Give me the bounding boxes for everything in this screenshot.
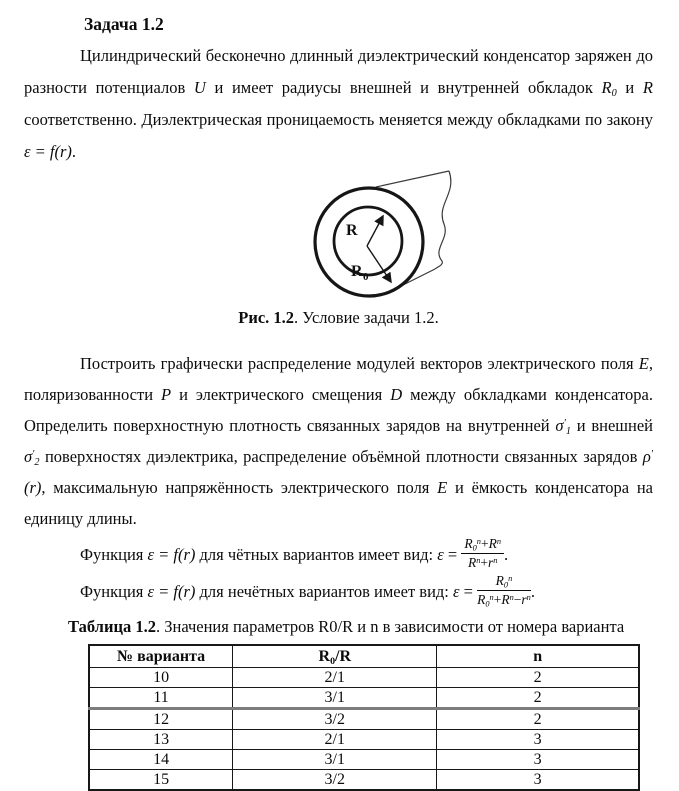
paragraph-problem-statement bbox=[24, 40, 653, 168]
text-run: n bbox=[476, 555, 481, 565]
text-run: № варианта bbox=[117, 648, 206, 665]
text-run: и имеет радиусы внешней и внутренней обкладок bbox=[205, 78, 602, 97]
table-cell: 12 bbox=[89, 709, 233, 730]
cylinder-outline-top-line bbox=[376, 171, 449, 187]
formula-even-lead bbox=[80, 545, 461, 564]
text-run: (r) bbox=[24, 478, 42, 497]
text-run: ε = f(r) bbox=[24, 142, 72, 161]
text-run: /R bbox=[335, 648, 352, 665]
text-run: между обкладками конденсатора. Определить поверхностную плотность связанных зарядов на внутренней bbox=[24, 385, 653, 435]
text-run: ε = f(r) bbox=[147, 582, 196, 601]
table-cell: 2/1 bbox=[233, 668, 437, 688]
radius-R0-arrow bbox=[367, 246, 391, 282]
table-cell: 2 bbox=[437, 709, 639, 730]
text-run: R bbox=[488, 536, 497, 552]
text-run: 2 bbox=[34, 457, 40, 469]
text-run: R bbox=[501, 591, 510, 607]
text-run: и bbox=[616, 78, 643, 97]
table-cell: 10 bbox=[89, 668, 233, 688]
table-cell: 11 bbox=[89, 688, 233, 709]
text-run: 0 bbox=[503, 580, 509, 590]
text-run: и внешней bbox=[570, 416, 653, 435]
text-run: и ёмкость конденсатора на единицу длины. bbox=[24, 478, 653, 528]
text-run: n bbox=[508, 574, 513, 584]
table-cell: 3 bbox=[437, 750, 639, 770]
table-cell: 3/2 bbox=[233, 709, 437, 730]
text-run: R bbox=[495, 573, 504, 589]
text-run: ′ bbox=[563, 417, 566, 429]
table-caption bbox=[24, 616, 653, 638]
figure-capacitor-cross-section bbox=[24, 168, 653, 306]
text-run: для чётных вариантов имеет вид: bbox=[195, 545, 438, 564]
text-run: σ bbox=[24, 447, 33, 466]
text-run: n bbox=[493, 555, 498, 565]
fraction-denominator bbox=[477, 591, 531, 608]
text-run: R bbox=[318, 648, 331, 665]
formula-even-variants bbox=[24, 536, 653, 573]
text-run: R bbox=[477, 591, 486, 607]
text-run: Рис. 1.2 bbox=[238, 308, 295, 327]
table-row bbox=[89, 709, 639, 730]
text-run: σ bbox=[555, 416, 564, 435]
text-run: r bbox=[521, 591, 527, 607]
text-run: 0 bbox=[472, 543, 477, 553]
text-run: и электрического смещения bbox=[171, 385, 391, 404]
text-run: + bbox=[493, 591, 502, 607]
table-cell: 3/1 bbox=[233, 750, 437, 770]
formula-odd-tail: . bbox=[530, 582, 535, 601]
fraction-numerator bbox=[461, 536, 504, 554]
figure-caption bbox=[24, 308, 653, 328]
text-run: n bbox=[496, 537, 502, 547]
table-row bbox=[89, 668, 639, 688]
problem-title: Задача 1.2 bbox=[84, 14, 164, 34]
cylinder-outline-wavy-edge bbox=[435, 171, 451, 269]
text-run: поверхностях диэлектрика, распределение объёмной плотности связанных зарядов bbox=[39, 447, 643, 466]
header-r0-over-r bbox=[233, 645, 437, 668]
text-run: Цилиндрический бесконечно длинный диэлектрический конденсатор заряжен до разности потенциалов bbox=[24, 46, 653, 97]
text-run: ′ bbox=[650, 448, 653, 460]
text-run: = bbox=[443, 545, 462, 564]
inner-plate-circle bbox=[334, 207, 402, 275]
formula-odd-fraction bbox=[477, 573, 531, 607]
paragraph-task-description bbox=[24, 348, 653, 534]
text-run: 0 bbox=[330, 655, 336, 667]
text-run: 1 bbox=[565, 426, 571, 438]
table-cell: 3 bbox=[437, 770, 639, 791]
text-run: . Условие задачи 1.2. bbox=[294, 308, 439, 327]
text-run: R bbox=[467, 554, 477, 570]
text-run: ε bbox=[437, 545, 444, 564]
table-cell: 3 bbox=[437, 730, 639, 750]
text-run: Построить графически распределение модулей векторов электрического поля bbox=[80, 354, 639, 373]
text-run: + bbox=[480, 536, 489, 552]
text-run: E bbox=[638, 354, 649, 373]
capacitor-drawing bbox=[24, 168, 679, 306]
text-run: 0 bbox=[611, 88, 617, 100]
formula-even-fraction bbox=[461, 536, 504, 570]
text-run: Функция bbox=[80, 545, 148, 564]
table-row bbox=[89, 770, 639, 791]
text-run: 0 bbox=[485, 599, 490, 609]
text-run: n bbox=[489, 592, 494, 602]
table-cell: 3/2 bbox=[233, 770, 437, 791]
table-cell: 2/1 bbox=[233, 730, 437, 750]
label-R0-sub: 0 bbox=[363, 271, 369, 283]
text-run: + bbox=[480, 554, 488, 570]
text-run: R bbox=[601, 78, 612, 97]
text-run: соответственно. Диэлектрическая проницаемость меняется между обкладками по закону bbox=[24, 110, 653, 129]
variants-table bbox=[88, 644, 640, 791]
table-cell: 14 bbox=[89, 750, 233, 770]
formula-even-tail: . bbox=[504, 545, 509, 564]
text-run: n bbox=[533, 648, 543, 665]
table-row bbox=[89, 730, 639, 750]
radius-R-arrow bbox=[367, 216, 383, 246]
table-header-row bbox=[89, 645, 639, 668]
header-variant-number bbox=[89, 645, 233, 668]
table-row bbox=[89, 750, 639, 770]
text-run: n bbox=[526, 592, 531, 602]
text-run: ρ bbox=[642, 447, 651, 466]
table-cell: 13 bbox=[89, 730, 233, 750]
text-run: . bbox=[71, 142, 77, 161]
label-R0-base: R bbox=[351, 263, 363, 280]
text-run: для нечётных вариантов имеет вид: bbox=[195, 582, 454, 601]
text-run: P bbox=[161, 385, 172, 404]
text-run: . Значения параметров R0/R и n в зависимости от номера варианта bbox=[155, 617, 625, 636]
text-run: n bbox=[509, 592, 514, 602]
text-run: , максимальную напряжённость электрического поля bbox=[41, 478, 438, 497]
text-run: R bbox=[464, 536, 473, 552]
formula-odd-variants bbox=[24, 573, 653, 610]
fraction-numerator bbox=[477, 573, 531, 591]
text-run: D bbox=[390, 385, 403, 404]
text-run: , поляризованности bbox=[24, 354, 653, 404]
table-cell: 2 bbox=[437, 668, 639, 688]
formulas-block bbox=[24, 536, 653, 610]
table-cell: 2 bbox=[437, 688, 639, 709]
text-run: Таблица 1.2 bbox=[68, 617, 156, 636]
table-cell: 3/1 bbox=[233, 688, 437, 709]
table-cell: 15 bbox=[89, 770, 233, 791]
text-run: E bbox=[437, 478, 448, 497]
table-row bbox=[89, 688, 639, 709]
label-R: R bbox=[346, 222, 358, 239]
text-run: r bbox=[488, 554, 494, 570]
fraction-denominator bbox=[461, 554, 504, 571]
text-run: ε = f(r) bbox=[147, 545, 196, 564]
text-run: R bbox=[642, 78, 653, 97]
text-run: n bbox=[476, 537, 481, 547]
header-n bbox=[437, 645, 639, 668]
text-run: U bbox=[193, 78, 206, 97]
text-run: ε bbox=[453, 582, 460, 601]
text-run: − bbox=[513, 591, 522, 607]
text-run: = bbox=[459, 582, 478, 601]
text-run: ′ bbox=[32, 448, 35, 460]
text-run: Функция bbox=[80, 582, 148, 601]
formula-odd-lead bbox=[80, 582, 477, 601]
